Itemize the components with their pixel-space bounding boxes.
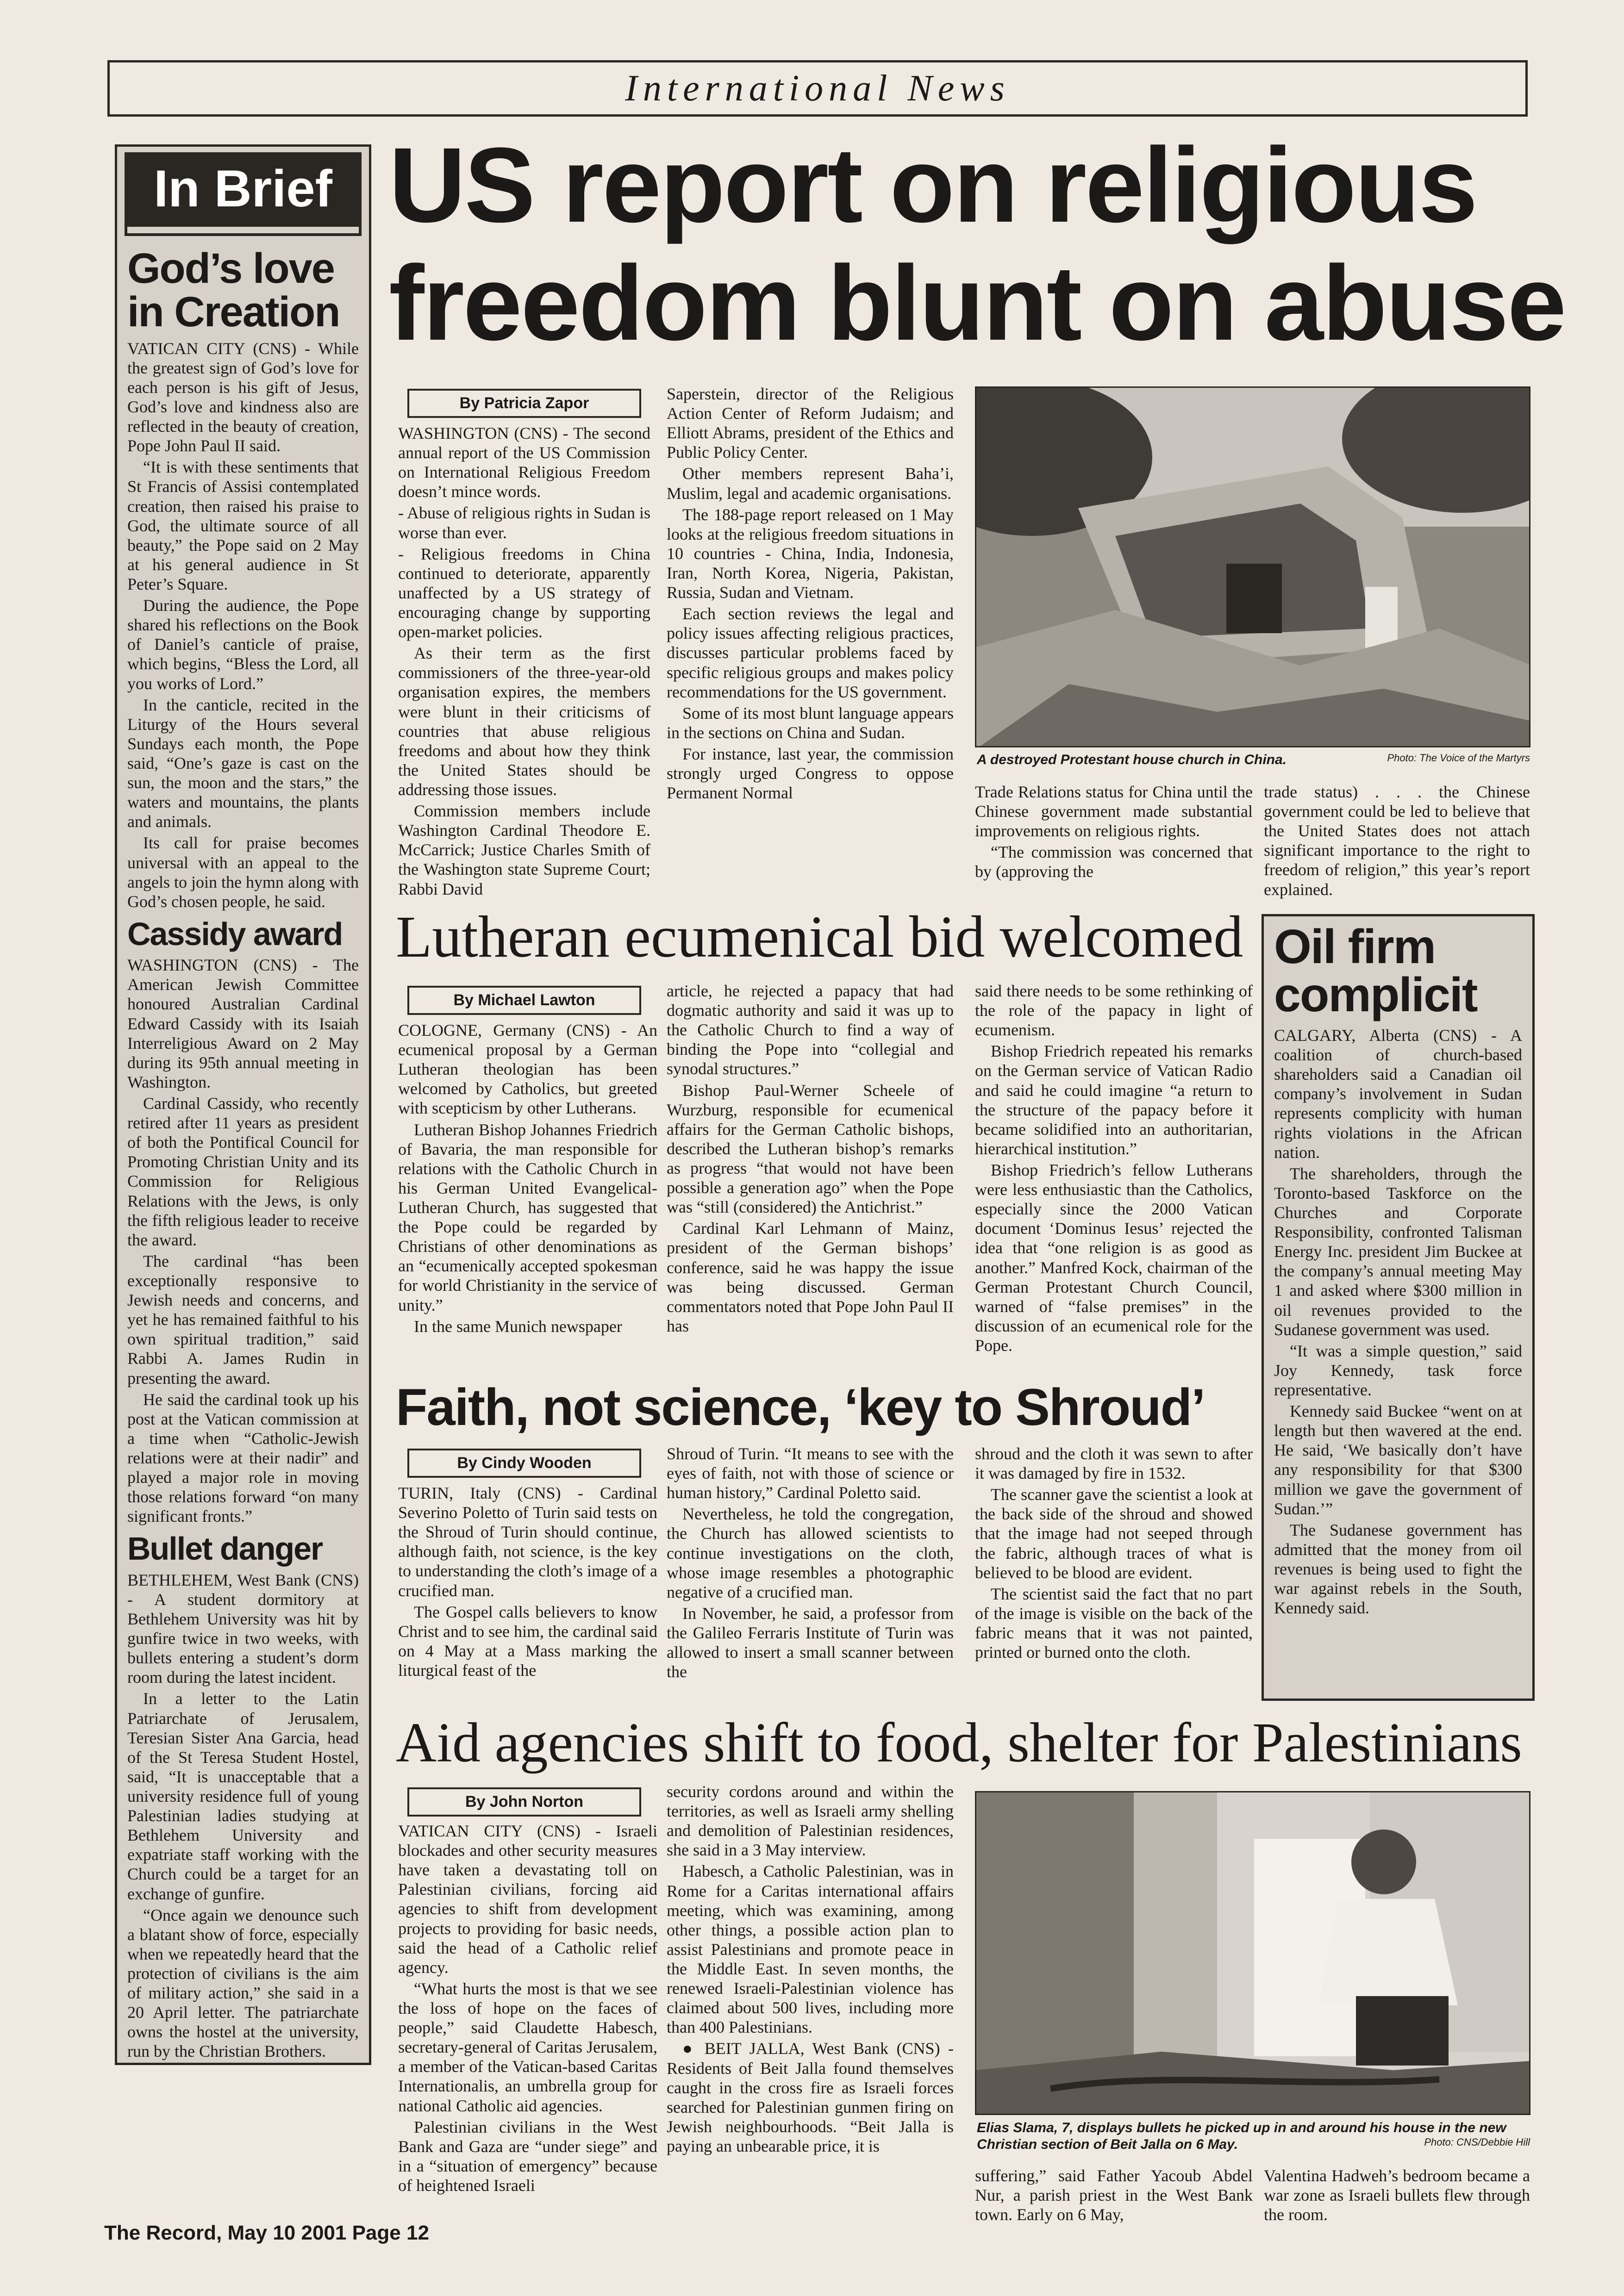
brief-paragraph: BETHLEHEM, West Bank (CNS) - A student dormitory at Bethlehem University was hit by gunfire twice in two weeks, with bullets entering a student’s dorm room during the latest incident. [127,1570,359,1687]
article-paragraph: “What hurts the most is that we see the loss of hope on the faces of people,” said Claudette Habesch, secretary-general of Caritas Jerusalem, a member of the Vatican-based Caritas Internationalis, an umbrella group for national Catholic aid agencies. [398,1979,657,2115]
article-paragraph: WASHINGTON (CNS) - The second annual report of the US Commission on International Religious Freedom doesn’t mince words. [398,424,650,501]
brief-headline: God’s love in Creation [127,245,340,336]
article-paragraph: Palestinian civilians in the West Bank and Gaza are “under siege” and in a “situation of emergency” because of heightened Israeli [398,2117,657,2195]
article-paragraph: article, he rejected a papacy that had dogmatic authority and said it was up to the Catholic Church to find a way of binding the Pope into “collegial and synodal structures.” [667,982,954,1078]
church-ruins-photo [975,386,1530,747]
story2-column-1 [398,1020,657,1338]
article-paragraph: The Gospel calls believers to know Christ and to see him, the cardinal said on 4 May at a Mass marking the liturgical feast of the [398,1602,657,1680]
article-paragraph: Other members represent Baha’i, Muslim, legal and academic organisations. [667,464,954,503]
brief-paragraph: Cardinal Cassidy, who recently retired after 11 years as president of both the Pontifical Council for Promoting Christian Unity and its Commission for Religious Relations with the Jews, is only the fifth religious leader to receive the award. [127,1094,359,1249]
section-title: International News [625,68,1010,109]
article-paragraph: Lutheran Bishop Johannes Friedrich of Bavaria, the man responsible for relations with the Catholic Church in his German United Evangelical-Lutheran Church, has suggested that the Pope could be regarded by Christians of other denominations as an “ecumenically accepted spokesman for world Christianity in the service of unity.” [398,1120,657,1314]
article-paragraph: Cardinal Karl Lehmann of Mainz, president of the German bishops’ conference, said he was happy the issue was being discussed. German commentators noted that Pope John Paul II has [667,1219,954,1335]
brief-paragraph: WASHINGTON (CNS) - The American Jewish Committee honoured Australian Cardinal Edward Cassidy with its Isaiah Interreligious Award on 2 May during its 95th annual meeting in Washington. [127,956,359,1091]
brief-paragraph: He said the cardinal took up his post at the Vatican commission at a time when “Catholic-Jewish relations were at their nadir” and played a major role in moving those relations forward “on many significant fronts.” [127,1390,359,1526]
article-paragraph: The scanner gave the scientist a look at the back side of the shroud and showed that the image had not seeped through the fabric, although traces of what is believed to be blood are evident. [975,1485,1253,1582]
article-paragraph: shroud and the cloth it was sewn to after it was damaged by fire in 1532. [975,1444,1253,1483]
section-header [107,60,1528,117]
brief-paragraph: “Once again we denounce such a blatant show of force, especially when we repeatedly heard that the protection of civilians is the aim of military action,” she said in a 20 April letter. The patriarchate owns the hostel at the university, run by the Christian Brothers. [127,1905,359,2061]
article-paragraph: VATICAN CITY (CNS) - Israeli blockades and other security measures have taken a devastating toll on Palestinian civilians, forcing aid agencies to shift from development projects to providing for basic needs, said the head of a Catholic relief agency. [398,1822,657,1977]
article-paragraph: The Sudanese government has admitted that the money from oil revenues is being used to fight the war against rebels in the South, Kennedy said. [1274,1520,1522,1618]
story4-headline-line2: complicit [1274,968,1477,1022]
article-paragraph: trade status) . . . the Chinese government could be led to believe that the United States does not attach significant importance to the right to freedom of religion,” this year’s report explained. [1264,783,1530,899]
article-paragraph: “The commission was concerned that by (approving the [975,843,1253,881]
article-paragraph: Trade Relations status for China until the Chinese government made substantial improvements on religious rights. [975,783,1253,840]
story1-headline-line1: US report on religious [389,125,1477,244]
article-paragraph: said there needs to be some rethinking of the role of the papacy in light of ecumenism. [975,982,1253,1039]
brief-paragraph: “It is with these sentiments that St Francis of Assisi contemplated creation, then raised his praise to God, the ultimate source of all beauty,” the Pope said on 2 May at his general audience in St Peter’s Square. [127,458,359,593]
story5-column-3 [975,2166,1253,2226]
article-paragraph: - Abuse of religious rights in Sudan is worse than ever. [398,504,650,542]
story2-column-2 [667,981,954,1338]
article-paragraph: COLOGNE, Germany (CNS) - An ecumenical proposal by a German Lutheran theologian has been welcomed by Catholics, but greeted with scepticism by other Lutherans. [398,1021,657,1118]
article-paragraph: Shroud of Turin. “It means to see with the eyes of faith, not with those of science or human history,” Cardinal Poletto said. [667,1444,954,1502]
photo2-credit: Photo: CNS/Debbie Hill [1424,2136,1530,2148]
article-paragraph: The scientist said the fact that no part of the image is visible on the back of the fabric means that it was not painted, printed or burned onto the cloth. [975,1584,1253,1662]
article-paragraph: For instance, last year, the commission strongly urged Congress to oppose Permanent Normal [667,744,954,803]
boy-bullets-photo [975,1791,1530,2115]
article-paragraph: The shareholders, through the Toronto-based Taskforce on the Churches and Corporate Responsibility, confronted Talisman Energy Inc. president Jim Buckee at the company’s annual meeting May 1 and asked where $300 million in oil revenues provided to the Sudanese government was used. [1274,1164,1522,1339]
in-brief-sidebar [115,144,371,2065]
story4-headline-line1: Oil firm [1274,920,1436,974]
article-paragraph: Saperstein, director of the Religious Action Center of Reform Judaism; and Elliott Abrams, president of the Ethics and Public Policy Center. [667,385,954,462]
brief-paragraph: During the audience, the Pope shared his reflections on the Book of Daniel’s canticle of praise, which begins, “Bless the Lord, all you works of Lord.” [127,596,359,693]
brief-paragraph: VATICAN CITY (CNS) - While the greatest sign of God’s love for each person is his gift of Jesus, God’s love and kindness also are reflected in the beauty of creation, Pope John Paul II said. [127,339,359,455]
article-paragraph: Each section reviews the legal and policy issues affecting religious practices, discusses particular problems faced by specific religious groups and makes policy recommendations for the US government. [667,604,954,701]
brief-headline: Bullet danger [127,1531,323,1567]
brief-paragraph: In a letter to the Latin Patriarchate of Jerusalem, Teresian Sister Ana Garcia, head of the St Teresa Student Hostel, said, “It is unacceptable that a university residence full of young Palestinian ladies studying at Bethlehem University and expatriate staff working with the Church could be a target for an exchange of gunfire. [127,1689,359,1903]
article-paragraph: “It was a simple question,” said Joy Kennedy, task force representative. [1274,1341,1522,1399]
article-paragraph: CALGARY, Alberta (CNS) - A coalition of church-based shareholders said a Canadian oil company’s involvement in Sudan represents complicity with human rights violations in the African nation. [1274,1026,1522,1162]
story1-column-3 [975,782,1253,884]
story3-column-3 [975,1444,1253,1664]
page-footer: The Record, May 10 2001 Page 12 [104,2221,429,2244]
story3-byline: By Cindy Wooden [407,1449,641,1478]
article-paragraph: Kennedy said Buckee “went on at length but then wavered at the end. He said, ‘We basically don’t have any responsibility for that $300 million we gave the government of Sudan.’” [1274,1402,1522,1518]
article-paragraph: Habesch, a Catholic Palestinian, was in Rome for a Caritas international affairs meeting, which was examining, among other things, a possible action plan to assist Palestinians and promote peace in the Middle East. In seven months, the renewed Israeli-Palestinian violence has claimed about 500 lives, including more than 400 Palestinians. [667,1862,954,2037]
article-paragraph: TURIN, Italy (CNS) - Cardinal Severino Poletto of Turin said tests on the Shroud of Turin should continue, although faith, not science, is the key to understanding the cloth’s image of a crucified man. [398,1484,657,1600]
story1-column-1 [398,423,650,901]
in-brief-label: In Brief [127,155,359,233]
story3-column-1 [398,1483,657,1682]
oil-firm-box [1262,914,1535,1701]
photo2-caption: Elias Slama, 7, displays bullets he picked up in and around his house in the new Christian section of Beit Jalla on 6 May. [977,2120,1506,2152]
article-paragraph: The 188-page report released on 1 May looks at the religious freedom situations in 10 countries - China, India, Indonesia, Iran, North Korea, Nigeria, Pakistan, Russia, Sudan and Vietnam. [667,505,954,602]
article-paragraph: security cordons around and within the territories, as well as Israeli army shelling and demolition of Palestinian residences, she said in a 3 May interview. [667,1782,954,1860]
photo1-credit: Photo: The Voice of the Martyrs [1387,752,1530,764]
article-paragraph: As their term as the first commissioners of the three-year-old organisation expires, the members were blunt in their criticisms of countries that abuse religious freedoms and about how they think the United States should be addressing those issues. [398,644,650,799]
article-paragraph: Bishop Friedrich repeated his remarks on the German service of Vatican Radio and said he could imagine “a return to the structure of the papacy before it became solidified into an authoritarian, hierarchical institution.” [975,1042,1253,1158]
story2-column-3 [975,981,1253,1357]
brief-headline: Cassidy award [127,915,343,952]
story2-byline: By Michael Lawton [407,986,641,1015]
article-paragraph: suffering,” said Father Yacoub Abdel Nur, a parish priest in the West Bank town. Early on 6 May, [975,2166,1253,2224]
story2-headline: Lutheran ecumenical bid welcomed [396,904,1243,970]
story5-column-2 [667,1782,954,2158]
brief-paragraph: Its call for praise becomes universal with an appeal to the angels to join the hymn along with God’s chosen people, he said. [127,834,359,911]
story1-column-2 [667,384,954,804]
article-paragraph: In the same Munich newspaper [414,1317,622,1336]
story1-headline-line2: freedom blunt on abuse [389,243,1565,362]
brief-paragraph: In the canticle, recited in the Liturgy of the Hours several Sundays each month, the Pope said, “One’s gaze is cast on the sun, the moon and the stars,” the waters and mountains, the plants and animals. [127,695,359,831]
story1-column-4 [1264,782,1530,901]
article-paragraph: Some of its most blunt language appears in the sections on China and Sudan. [667,703,954,742]
story5-headline: Aid agencies shift to food, shelter for Palestinians [396,1711,1522,1774]
photo1-caption: A destroyed Protestant house church in China. [977,752,1287,767]
story3-column-2 [667,1444,954,1683]
article-paragraph: Valentina Hadweh’s bedroom became a war zone as Israeli bullets flew through the room. [1264,2166,1530,2224]
photo1-caption-row [977,752,1530,768]
article-paragraph: Commission members include Washington Cardinal Theodore E. McCarrick; Justice Charles Smith of the Washington state Supreme Court; Rabbi David [398,802,650,898]
destroyed-church-image [976,388,1530,747]
article-paragraph: - Religious freedoms in China continued to deteriorate, apparently unaffected by a US strategy of encouraging change by supporting open-market policies. [398,544,650,641]
photo2-caption-row [977,2120,1530,2153]
article-paragraph: In November, he said, a professor from the Galileo Ferraris Institute of Turin was allowed to insert a small scanner between the [667,1604,954,1681]
story1-byline: By Patricia Zapor [407,389,641,418]
story5-column-1 [398,1821,657,2197]
article-paragraph: ● BEIT JALLA, West Bank (CNS) - Residents of Beit Jalla found themselves caught in the cross fire as Israeli forces searched for Palestinian gunmen firing on Jewish neighbourhoods. “Beit Jalla is paying an unbearable price, it is [667,2039,954,2155]
article-paragraph: Bishop Paul-Werner Scheele of Wurzburg, responsible for ecumenical affairs for the German Catholic bishops, described the Lutheran bishop’s remarks as progress “that would not have been possible a generation ago” when the Pope was “still (considered) the Antichrist.” [667,1081,954,1217]
article-paragraph: Bishop Friedrich’s fellow Lutherans were less enthusiastic than the Catholics, especially since the 2000 Vatican document ‘Dominus Iesus’ rejected the idea that “one religion is as good as another.” Manfred Kock, chairman of the German Protestant Church Council, warned of “false premises” in the discussion of an ecumenical role for the Pope. [975,1160,1253,1355]
story3-headline: Faith, not science, ‘key to Shroud’ [396,1378,1205,1436]
brief-paragraph: The cardinal “has been exceptionally responsive to Jewish needs and concerns, and yet he has remained faithful to his own spiritual tradition,” said Rabbi A. James Rudin in presenting the award. [127,1251,359,1388]
story5-column-4 [1264,2166,1530,2226]
story5-byline: By John Norton [407,1787,641,1817]
boy-with-bullets-image [976,1792,1530,2115]
article-paragraph: Nevertheless, he told the congregation, the Church has allowed scientists to continue investigations on the cloth, whose image resembles a photographic negative of a crucified man. [667,1505,954,1601]
